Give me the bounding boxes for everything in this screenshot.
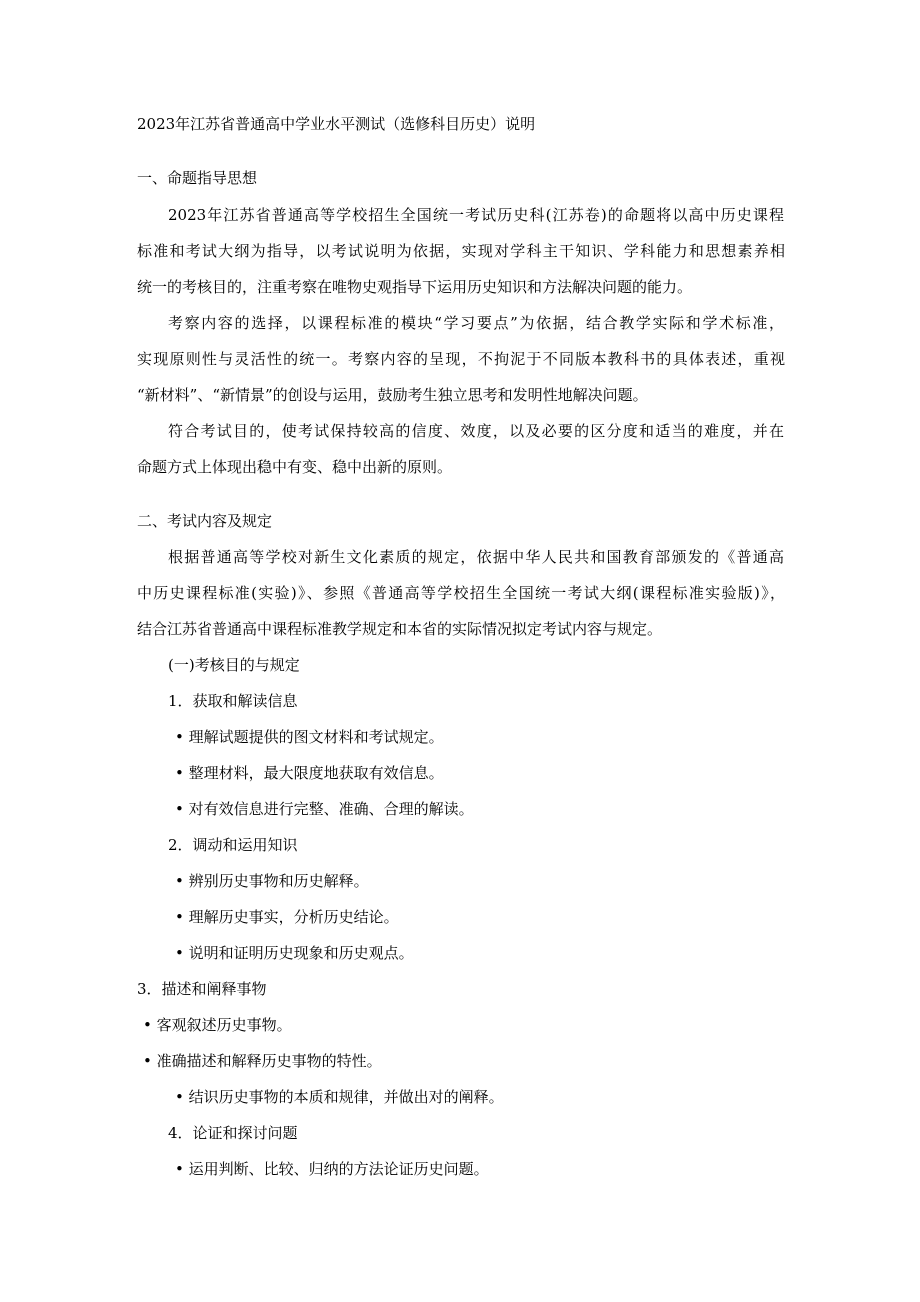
numbered-item: 1．获取和解读信息 xyxy=(168,692,298,710)
bullet-item: • 准确描述和解释历史事物的特性。 xyxy=(143,1052,382,1070)
bullet-item: • 说明和证明历史现象和历史观点。 xyxy=(175,944,414,962)
paragraph-line: 实现原则性与灵活性的统一。考察内容的呈现，不拘泥于不同版本教科书的具体表述，重视 xyxy=(137,350,785,368)
numbered-item: 2．调动和运用知识 xyxy=(168,836,298,854)
section-heading: 一、命题指导思想 xyxy=(137,169,258,187)
bullet-item: • 客观叙述历史事物。 xyxy=(143,1016,292,1034)
paragraph-line: 统一的考核目的，注重考察在唯物史观指导下运用历史知识和方法解决问题的能力。 xyxy=(137,278,693,296)
paragraph-line: 考察内容的选择，以课程标准的模块“学习要点”为依据，结合教学实际和学术标准， xyxy=(168,314,784,332)
bullet-item: • 运用判断、比较、归纳的方法论证历史问题。 xyxy=(175,1160,489,1178)
bullet-item: • 对有效信息进行完整、准确、合理的解读。 xyxy=(175,800,474,818)
bullet-item: • 结识历史事物的本质和规律，并做出对的阐释。 xyxy=(175,1088,504,1106)
numbered-item: 4．论证和探讨问题 xyxy=(168,1124,298,1142)
numbered-item: 3．描述和阐释事物 xyxy=(137,980,267,998)
paragraph-line: 2023年江苏省普通高等学校招生全国统一考试历史科(江苏卷)的命题将以高中历史课程 xyxy=(168,206,784,224)
bullet-item: • 理解试题提供的图文材料和考试规定。 xyxy=(175,728,444,746)
paragraph-line: 结合江苏省普通高中课程标准教学规定和本省的实际情况拟定考试内容与规定。 xyxy=(137,620,663,638)
paragraph-line: 根据普通高等学校对新生文化素质的规定，依据中华人民共和国教育部颁发的《普通高 xyxy=(168,548,784,566)
document-title: 2023年江苏省普通高中学业水平测试（选修科目历史）说明 xyxy=(137,115,536,133)
paragraph-line: “新材料”、“新情景”的创设与运用，鼓励考生独立思考和发明性地解决问题。 xyxy=(137,386,648,404)
section-heading: 二、考试内容及规定 xyxy=(137,512,273,530)
bullet-item: • 理解历史事实，分析历史结论。 xyxy=(175,908,399,926)
paragraph-line: 标准和考试大纲为指导，以考试说明为依据，实现对学科主干知识、学科能力和思想素养相 xyxy=(137,242,785,260)
bullet-item: • 辨别历史事物和历史解释。 xyxy=(175,872,369,890)
subsection-heading: (一)考核目的与规定 xyxy=(168,656,300,674)
paragraph-line: 符合考试目的，使考试保持较高的信度、效度，以及必要的区分度和适当的难度，并在 xyxy=(168,422,784,440)
paragraph-line: 中历史课程标准(实验)》、参照《普通高等学校招生全国统一考试大纲(课程标准实验版)》， xyxy=(137,584,785,602)
paragraph-line: 命题方式上体现出稳中有变、稳中出新的原则。 xyxy=(137,458,453,476)
bullet-item: • 整理材料，最大限度地获取有效信息。 xyxy=(175,764,444,782)
